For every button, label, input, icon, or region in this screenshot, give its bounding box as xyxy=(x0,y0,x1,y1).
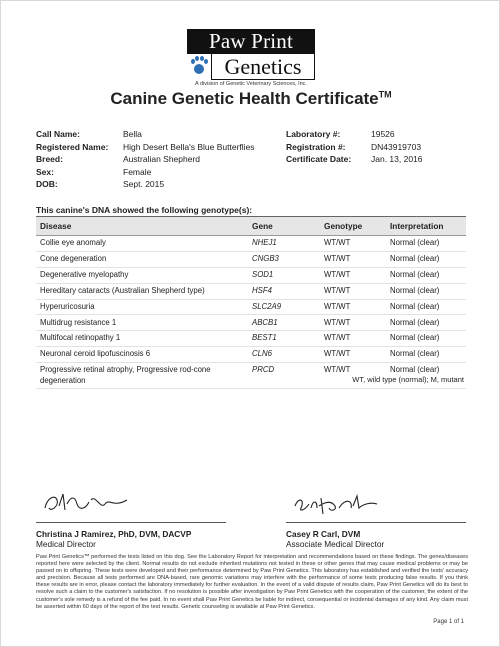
lab-info-values xyxy=(371,128,423,166)
signer-name: Christina J Ramirez, PhD, DVM, DACVP xyxy=(36,529,192,539)
gene-cell: PRCD xyxy=(248,363,320,389)
genotype-footnote: WT, wild type (normal); M, mutant xyxy=(352,375,464,384)
genotype-cell: WT/WT xyxy=(320,299,386,315)
genotype-cell: WT/WT xyxy=(320,315,386,331)
gene-cell: SOD1 xyxy=(248,267,320,283)
call-name-label: Call Name: xyxy=(36,129,80,139)
call-name-value: Bella xyxy=(123,129,142,139)
sex-label: Sex: xyxy=(36,166,54,177)
interpretation-cell: Normal (clear) xyxy=(386,347,466,363)
interpretation-cell: Normal (clear) xyxy=(386,331,466,347)
dob-label: DOB: xyxy=(36,179,58,189)
gene-cell: CNGB3 xyxy=(248,251,320,267)
interpretation-cell: Normal (clear) xyxy=(386,251,466,267)
signature-line-right xyxy=(286,522,466,523)
laboratory-number-value: 19526 xyxy=(371,129,395,139)
header-gene: Gene xyxy=(248,217,320,236)
gene-cell: CLN6 xyxy=(248,347,320,363)
gene-cell: NHEJ1 xyxy=(248,236,320,252)
interpretation-cell: Normal (clear) xyxy=(386,363,466,389)
signer-name: Casey R Carl, DVM xyxy=(286,529,361,539)
disease-cell: Neuronal ceroid lipofuscinosis 6 xyxy=(36,347,248,363)
disease-cell: Progressive retinal atrophy, Progressive rod-cone degeneration xyxy=(36,363,248,389)
paw-print-genetics-logo xyxy=(187,29,315,87)
signer-role: Associate Medical Director xyxy=(286,539,385,549)
disease-cell: Degenerative myelopathy xyxy=(36,267,248,283)
signature-ramirez xyxy=(41,490,131,518)
disease-cell: Collie eye anomaly xyxy=(36,236,248,252)
dog-info-labels xyxy=(36,128,108,191)
table-row xyxy=(36,236,466,252)
genotype-heading: This canine's DNA showed the following genotype(s): xyxy=(36,205,253,215)
table-row xyxy=(36,315,466,331)
signer-left xyxy=(36,529,191,549)
sex-value: Female xyxy=(123,166,152,177)
registration-number-value: DN43919703 xyxy=(371,141,422,152)
registered-name-label: Registered Name: xyxy=(36,141,109,152)
gene-cell: BEST1 xyxy=(248,331,320,347)
table-row xyxy=(36,267,466,283)
genotype-cell: WT/WT xyxy=(320,267,386,283)
interpretation-cell: Normal (clear) xyxy=(386,267,466,283)
signature-carl xyxy=(291,490,381,518)
logo-line1: Paw Print xyxy=(187,29,315,54)
table-row xyxy=(36,251,466,267)
header-interpretation: Interpretation xyxy=(386,217,466,236)
disease-cell: Cone degeneration xyxy=(36,251,248,267)
table-row xyxy=(36,283,466,299)
gene-cell: HSF4 xyxy=(248,283,320,299)
disclaimer-text: Paw Print Genetics™ performed the tests listed on this dog. See the Laboratory Report for interpretation and recommendations based on these findings. The genes/diseases reported here were selected by the client. Normal results do not exclude inherited mutations not tested in these or other genes that may cause medical problems or may be passed on to offspring. These tests were developed and their performance determined by Paw Print Genetics. This laboratory has established and verified the tests' accuracy and precision. Because all tests performed are DNA-based, rare genomic variations may interfere with the performance of some tests producing false results. If you think these results are in error, please contact the laboratory immediately for further evaluation. In the event of a valid dispute of results claim, Paw Print Genetics will do its best to resolve such a claim to the customer's satisfaction. If no resolution is possible after investigation by Paw Print Genetics with the cooperation of the customer, the extent of the customer's sole remedy is a refund of the fee paid. In no event shall Paw Print Genetics be liable for indirect, consequential or incidental damages of any kind. Any claim must be asserted within 60 days of the report of the test results. Genetic counseling is available at Paw Print Genetics. xyxy=(36,554,468,610)
paw-icon xyxy=(187,54,211,80)
genotype-cell: WT/WT xyxy=(320,331,386,347)
genotype-cell: WT/WT xyxy=(320,251,386,267)
dog-info-values xyxy=(123,128,255,191)
trademark-mark: TM xyxy=(378,89,392,100)
table-row xyxy=(36,347,466,363)
signer-right xyxy=(286,529,384,549)
table-row xyxy=(36,331,466,347)
disease-cell: Hereditary cataracts (Australian Shepherd type) xyxy=(36,283,248,299)
interpretation-cell: Normal (clear) xyxy=(386,299,466,315)
gene-cell: ABCB1 xyxy=(248,315,320,331)
laboratory-number-label: Laboratory #: xyxy=(286,129,341,139)
signer-role: Medical Director xyxy=(36,539,96,549)
genotype-table xyxy=(36,216,466,389)
logo-line2: Genetics xyxy=(211,54,315,80)
disease-cell: Multidrug resistance 1 xyxy=(36,315,248,331)
genotype-cell: WT/WT xyxy=(320,347,386,363)
disease-cell: Multifocal retinopathy 1 xyxy=(36,331,248,347)
interpretation-cell: Normal (clear) xyxy=(386,315,466,331)
table-header-row xyxy=(36,217,466,236)
interpretation-cell: Normal (clear) xyxy=(386,283,466,299)
logo-tagline: A division of Genetic Veterinary Sciences, Inc. xyxy=(195,81,307,87)
breed-label: Breed: xyxy=(36,154,63,164)
signature-line-left xyxy=(36,522,226,523)
disease-cell: Hyperuricosuria xyxy=(36,299,248,315)
dob-value: Sept. 2015 xyxy=(123,179,165,189)
header-disease: Disease xyxy=(36,217,248,236)
certificate-title: Canine Genetic Health Certificate™ xyxy=(110,89,392,108)
registration-number-label: Registration #: xyxy=(286,141,346,152)
header-genotype: Genotype xyxy=(320,217,386,236)
gene-cell: SLC2A9 xyxy=(248,299,320,315)
interpretation-cell: Normal (clear) xyxy=(386,236,466,252)
genotype-cell: WT/WT xyxy=(320,236,386,252)
certificate-date-value: Jan. 13, 2016 xyxy=(371,154,423,164)
registered-name-value: High Desert Bella's Blue Butterflies xyxy=(123,141,255,152)
page-number: Page 1 of 1 xyxy=(433,619,464,625)
lab-info-labels xyxy=(286,128,351,166)
certificate-date-label: Certificate Date: xyxy=(286,154,352,164)
genotype-cell: WT/WT xyxy=(320,363,386,389)
genotype-cell: WT/WT xyxy=(320,283,386,299)
table-row xyxy=(36,299,466,315)
breed-value: Australian Shepherd xyxy=(123,154,201,164)
